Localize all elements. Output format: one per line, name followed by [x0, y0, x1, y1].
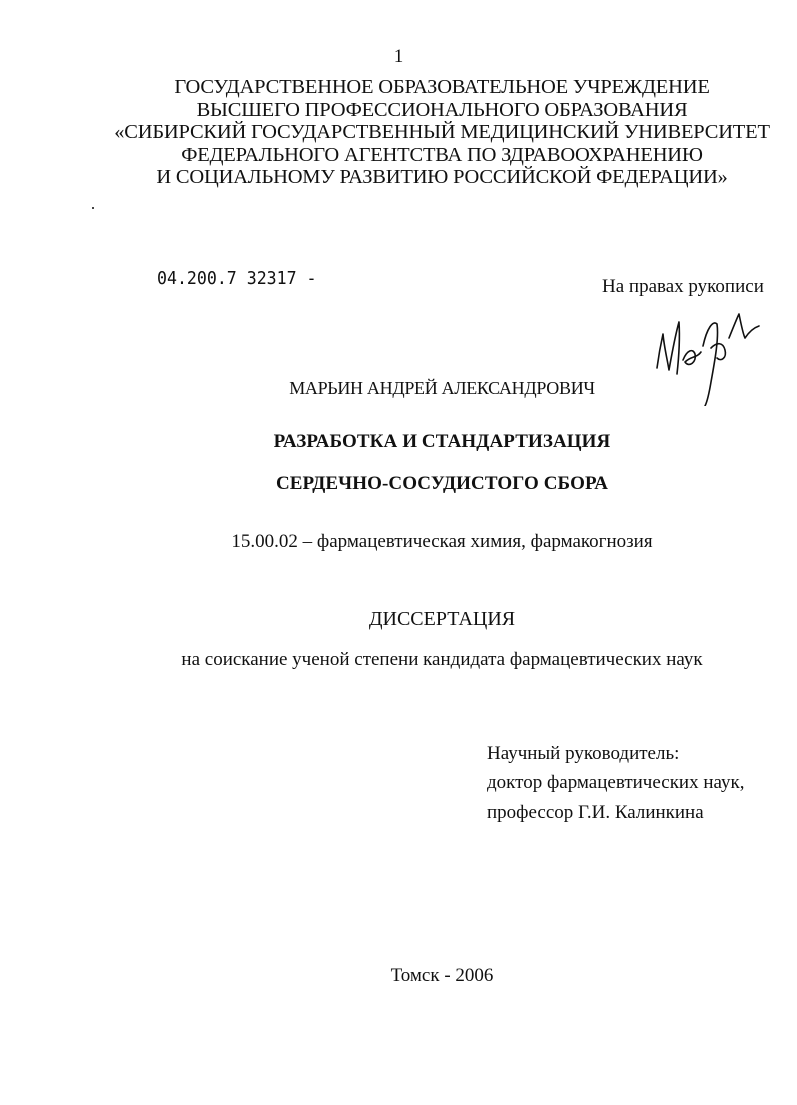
supervisor-name: профессор Г.И. Калинкина — [487, 802, 704, 823]
institution-line: И СОЦИАЛЬНОМУ РАЗВИТИЮ РОССИЙСКОЙ ФЕДЕРАЦИИ» — [156, 166, 728, 188]
institution-line: «СИБИРСКИЙ ГОСУДАРСТВЕННЫЙ МЕДИЦИНСКИЙ УНИВЕРСИТЕТ — [114, 121, 770, 143]
degree-description: на соискание ученой степени кандидата фармацевтических наук — [181, 649, 703, 670]
registry-stamp: 04.200.7 32317 - — [157, 268, 317, 289]
institution-line: ФЕДЕРАЛЬНОГО АГЕНТСТВА ПО ЗДРАВООХРАНЕНИЮ — [181, 144, 703, 166]
manuscript-note: На правах рукописи — [602, 276, 764, 297]
dissertation-title-line: СЕРДЕЧНО-СОСУДИСТОГО СБОРА — [275, 473, 609, 494]
document-type: ДИССЕРТАЦИЯ — [368, 608, 516, 630]
supervisor-heading: Научный руководитель: — [487, 743, 680, 764]
author-name: МАРЬИН АНДРЕЙ АЛЕКСАНДРОВИЧ — [289, 378, 595, 398]
institution-line: ВЫСШЕГО ПРОФЕССИОНАЛЬНОГО ОБРАЗОВАНИЯ — [196, 99, 688, 121]
page-number: 1 — [393, 46, 404, 67]
city-year: Томск - 2006 — [390, 965, 494, 986]
dissertation-title-line: РАЗРАБОТКА И СТАНДАРТИЗАЦИЯ — [273, 431, 611, 452]
institution-line: ГОСУДАРСТВЕННОЕ ОБРАЗОВАТЕЛЬНОЕ УЧРЕЖДЕНИЕ — [174, 76, 710, 98]
scan-speck — [92, 207, 94, 209]
specialty-code: 15.00.02 – фармацевтическая химия, фармакогнозия — [231, 531, 653, 552]
supervisor-degree: доктор фармацевтических наук, — [487, 772, 745, 793]
